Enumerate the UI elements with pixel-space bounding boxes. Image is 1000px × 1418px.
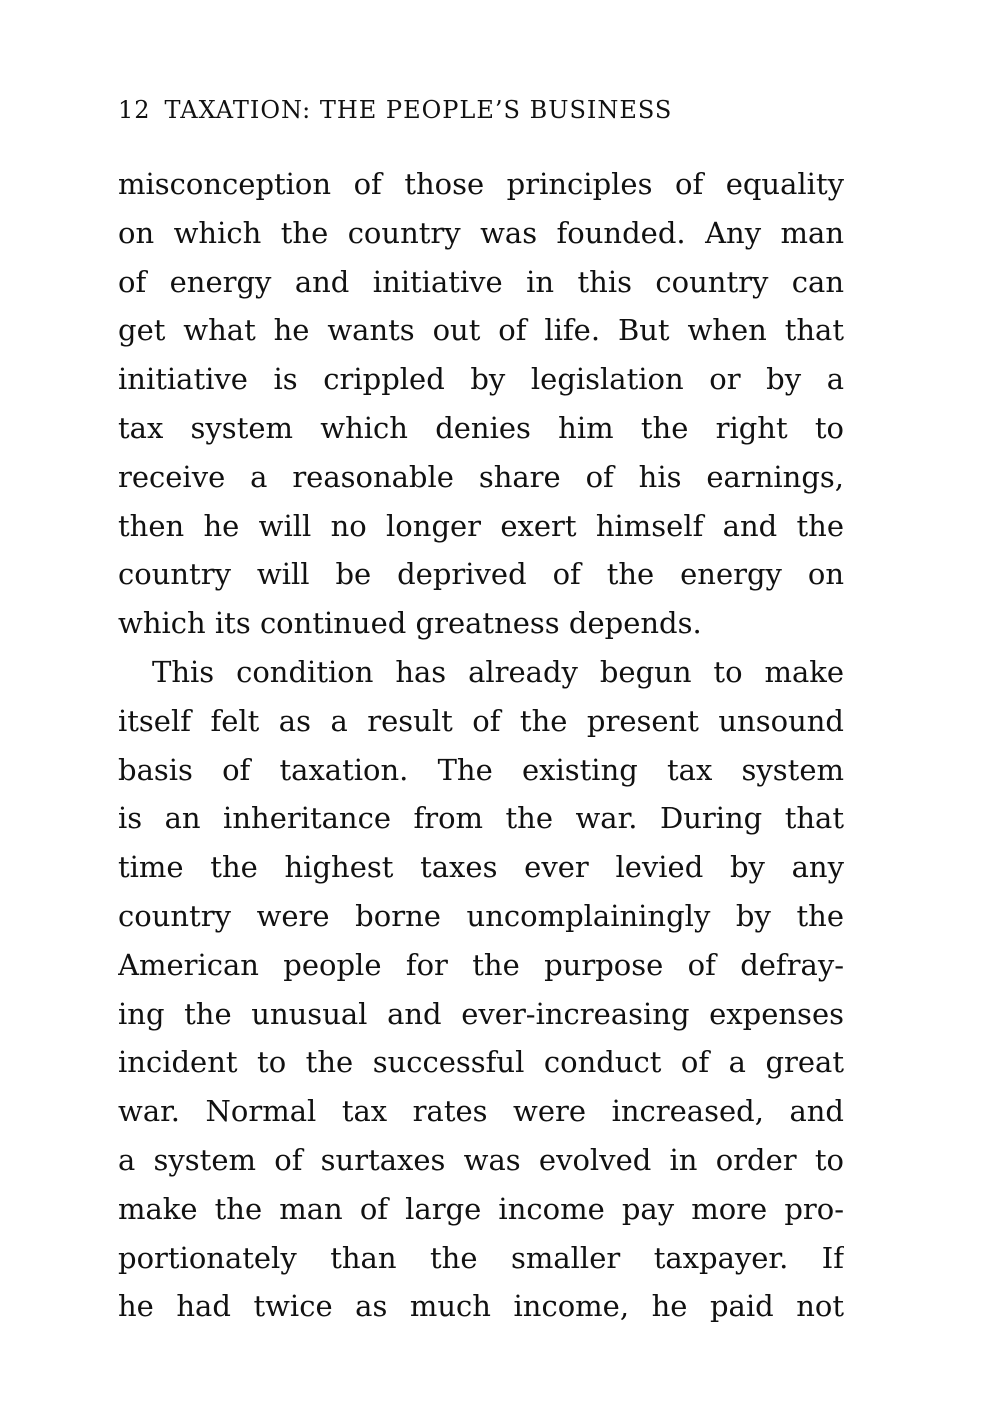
body-text bbox=[118, 160, 844, 1331]
text-line: American people for the purpose of defray- bbox=[118, 947, 844, 982]
paragraph-first-line: This condition has already begun to make bbox=[152, 654, 844, 689]
text-line: of energy and initiative in this country can bbox=[118, 264, 844, 299]
text-line: basis of taxation. The existing tax system bbox=[118, 752, 844, 787]
text-line: ing the unusual and ever-increasing expenses bbox=[118, 996, 844, 1031]
text-line: incident to the successful conduct of a great bbox=[118, 1045, 844, 1080]
running-title: TAXATION: THE PEOPLE’S BUSINESS bbox=[164, 96, 673, 124]
text-line: a system of surtaxes was evolved in order to bbox=[118, 1142, 844, 1177]
text-line: country were borne uncomplainingly by the bbox=[118, 898, 844, 933]
text-line: initiative is crippled by legislation or by a bbox=[118, 362, 844, 397]
text-line: is an inheritance from the war. During that bbox=[118, 801, 844, 836]
text-line: time the highest taxes ever levied by any bbox=[118, 850, 844, 885]
text-line: war. Normal tax rates were increased, and bbox=[118, 1094, 844, 1129]
page-number: 12 bbox=[118, 96, 151, 124]
text-line: misconception of those principles of equality bbox=[118, 167, 844, 201]
text-line: receive a reasonable share of his earnings, bbox=[118, 459, 844, 494]
text-line: tax system which denies him the right to bbox=[118, 410, 844, 445]
running-head bbox=[118, 92, 844, 128]
text-line: on which the country was founded. Any man bbox=[118, 215, 844, 250]
paragraph-last-line: which its continued greatness depends. bbox=[118, 606, 702, 641]
text-line: get what he wants out of life. But when that bbox=[118, 313, 844, 348]
text-line: make the man of large income pay more pro- bbox=[118, 1191, 844, 1226]
text-line: he had twice as much income, he paid not bbox=[118, 1289, 844, 1324]
text-line: then he will no longer exert himself and the bbox=[118, 508, 844, 543]
text-line: itself felt as a result of the present unsound bbox=[118, 703, 844, 738]
text-line: country will be deprived of the energy on bbox=[118, 557, 844, 592]
text-line: portionately than the smaller taxpayer. If bbox=[118, 1240, 844, 1275]
